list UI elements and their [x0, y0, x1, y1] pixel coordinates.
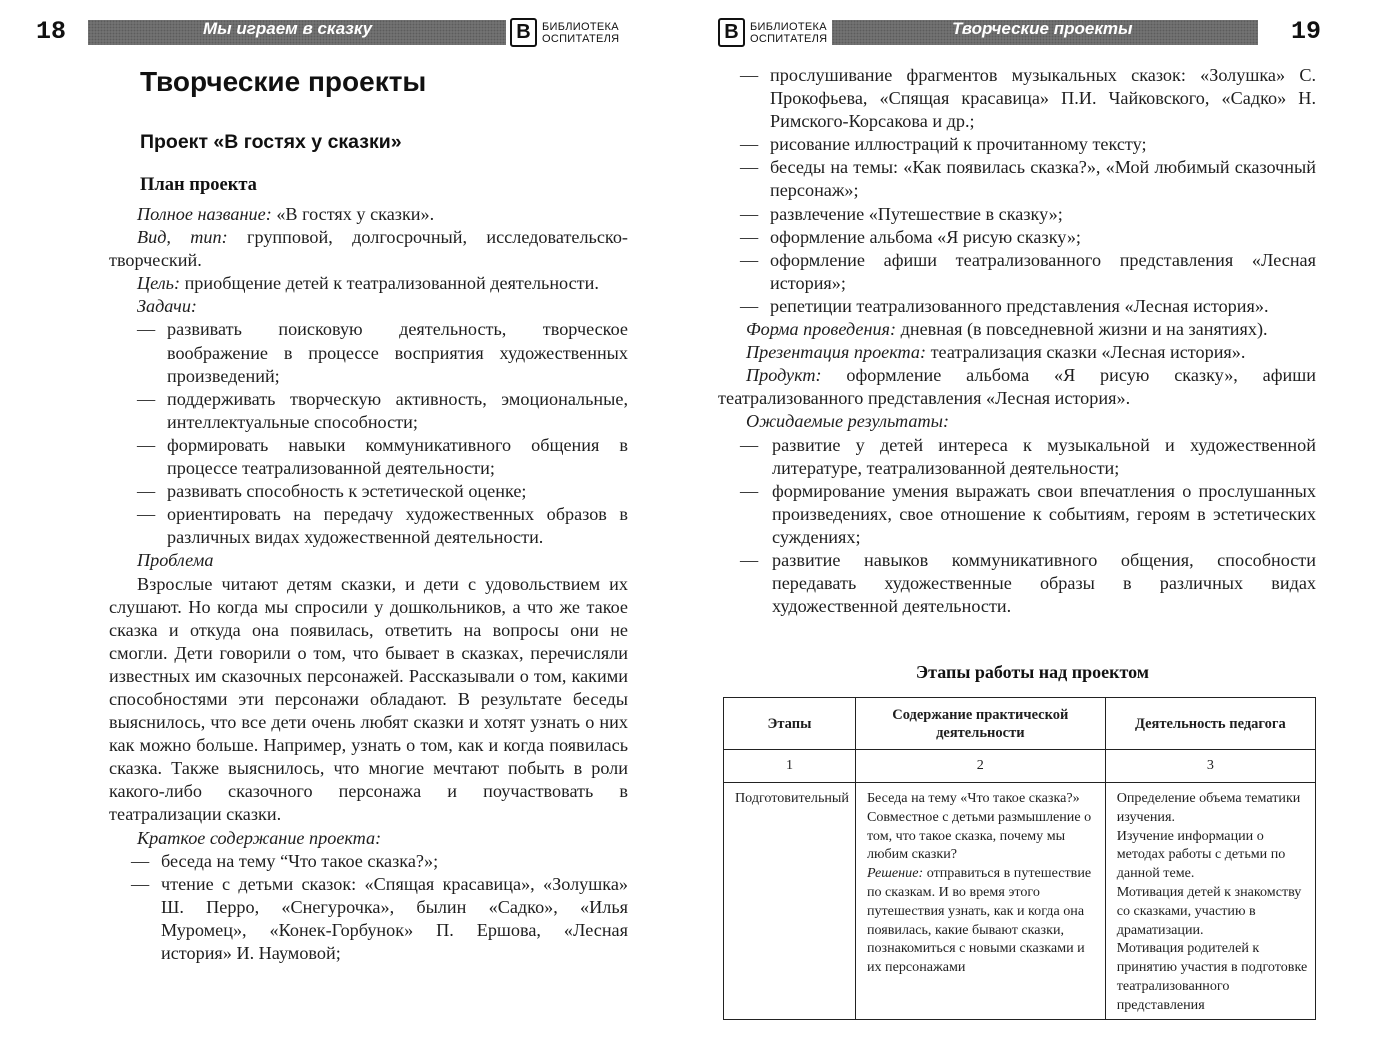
dash-glyph: — [137, 319, 156, 340]
list-item [740, 226, 1316, 249]
paragraph [109, 203, 628, 226]
list-item [740, 249, 1316, 295]
list-item-text: рисование иллюстраций к прочитанному тексту; [770, 134, 1147, 155]
left-page [0, 0, 688, 1045]
dash-glyph: — [740, 157, 759, 178]
list-item-text: развивать способность к эстетической оценке; [167, 481, 527, 502]
dash-glyph: — [137, 504, 156, 525]
paragraph [718, 318, 1316, 341]
list-item [740, 156, 1316, 202]
plan-heading: План проекта [140, 175, 257, 195]
list-item-text: репетиции театрализованного представления «Лесная история». [770, 295, 1269, 316]
dash-glyph: — [740, 134, 759, 155]
cell-paragraph: Мотивация детей к знакомству со сказками, участию в драматизации. [1116, 883, 1302, 938]
list-item [137, 480, 628, 503]
teacher-cell [1105, 783, 1315, 1020]
list-item [740, 434, 1316, 480]
stage-name: Подготовительный [735, 790, 849, 806]
dash-glyph: — [740, 203, 759, 224]
results-list [718, 434, 1316, 619]
list-item [740, 203, 1316, 226]
column-number: 2 [855, 750, 1105, 783]
field-label: Цель: [137, 273, 181, 294]
field-value: оформление альбома «Я рисую сказку», афиши театрализованного представления «Лесная история». [718, 365, 1316, 409]
cell-text: отправиться в путешествие по сказкам. И во время этого путешествия узнать, как и когда она появилась, какие бывают сказки, познакомиться с новыми сказками и их персонажами [866, 865, 1092, 976]
page-number: 19 [1291, 17, 1322, 46]
dash-glyph: — [740, 249, 759, 270]
list-item-text: формирование умения выражать свои впечатления о прослушанных произведениях, свое отношение к событиям, героям в эстетических суждениях; [772, 480, 1316, 547]
logo-line: БИБЛИОТЕКА [542, 20, 619, 33]
list-item-text: беседы на темы: «Как появилась сказка?», «Мой любимый сказочный персонаж»; [770, 157, 1316, 201]
running-title: Мы играем в сказку [203, 19, 373, 38]
list-item [137, 503, 628, 549]
table-number-row [724, 750, 1316, 783]
dash-glyph: — [740, 549, 759, 570]
cell-label: Решение: [866, 865, 924, 882]
table-header-row [724, 698, 1316, 750]
list-item-text: беседа на тему “Что такое сказка?»; [161, 850, 439, 871]
dash-glyph: — [740, 295, 759, 316]
list-item [740, 64, 1316, 133]
dash-glyph: — [137, 434, 156, 455]
paragraph: Задачи: [137, 296, 197, 317]
dash-glyph: — [131, 873, 150, 894]
list-item [137, 434, 628, 480]
summary-list [109, 850, 628, 965]
paragraph [109, 272, 628, 295]
field-label: Форма проведения: [746, 319, 897, 340]
list-item-text: формировать навыки коммуникативного общения в процессе театрализованной деятельности; [167, 434, 628, 479]
field-value: театрализация сказки «Лесная история». [926, 342, 1246, 363]
list-item-text: развитие навыков коммуникативного общения, способности передавать художественные образы в различных видах художественной деятельности. [772, 549, 1316, 617]
list-item-text: чтение с детьми сказок: «Спящая красавица», «Золушка» Ш. Перро, «Снегурочка», былин «Садко», «Илья Муромец», «Конек-Горбунок» П. Ершова, «Лесная история» И. Наумовой; [161, 873, 628, 963]
list-item [740, 549, 1316, 618]
cell-paragraph: Беседа на тему «Что такое сказка?» [866, 790, 1080, 806]
list-item-text: поддерживать творческую активность, эмоциональные, интеллектуальные способности; [167, 388, 628, 432]
dash-glyph: — [740, 480, 759, 501]
list-item-text: оформление афиши театрализованного представления «Лесная история»; [770, 249, 1316, 293]
running-title: Творческие проекты [952, 19, 1133, 38]
list-item [740, 295, 1316, 318]
paragraph [718, 364, 1316, 410]
field-label: Презентация проекта: [746, 342, 927, 363]
publisher-logo [510, 17, 619, 48]
cell-paragraph: Мотивация родителей к принятию участия в подготовке театрализованного представления [1116, 940, 1308, 1013]
field-label: Продукт: [746, 365, 822, 386]
list-item-text: ориентировать на передачу художественных образов в различных видах художественной деятельности. [167, 504, 628, 548]
field-value: приобщение детей к театрализованной деятельности. [180, 273, 599, 294]
paragraph: Краткое содержание проекта: [137, 827, 382, 848]
paragraph [718, 341, 1316, 364]
paragraph [109, 226, 628, 272]
logo-letter: В [510, 18, 537, 47]
column-header: Этапы [724, 698, 856, 750]
field-value: групповой, долгосрочный, исследовательско-творческий. [109, 227, 628, 271]
publisher-logo [718, 17, 827, 48]
dash-glyph: — [137, 481, 156, 502]
logo-letter: В [718, 18, 745, 47]
cell-paragraph: Изучение информации о методах работы с детьми по данной теме. [1116, 827, 1286, 882]
stages-table [723, 697, 1316, 1020]
page-number: 18 [36, 17, 67, 46]
dash-glyph: — [137, 388, 156, 409]
column-number: 3 [1105, 750, 1315, 783]
right-page [688, 0, 1377, 1045]
list-item-text: развлечение «Путешествие в сказку»; [770, 203, 1063, 224]
dash-glyph: — [740, 434, 759, 455]
column-header: Содержание практической деятельности [855, 698, 1105, 750]
list-item [740, 133, 1316, 156]
paragraph: Взрослые читают детям сказки, и дети с удовольствием их слушают. Но когда мы спросили у дошкольников, а что же такое сказка и откуда она появилась, ответить на вопросы они не смогли. Дети говорили о том, что бывает в сказках, перечисляли известных им сказочных персонажей. Рассказывали о том, какими способностями эти персонажи обладают. В результате беседы выяснилось, что все дети очень любят сказки и хотят узнать о них как можно больше. Например, узнать о том, как и когда появилась сказка. Также выяснилось, что многие мечтают побыть в роли какого-либо сказочного персонажа и поучаствовать в театрализации сказки. [109, 573, 628, 825]
left-text-column [109, 203, 628, 965]
list-item-text: развитие у детей интереса к музыкальной и художественной литературе, театрализованной деятельности; [772, 434, 1316, 478]
stage-cell [724, 783, 856, 1020]
list-item-text: развивать поисковую деятельность, творческое воображение в процессе восприятия художественных произведений; [167, 319, 628, 386]
list-item [740, 480, 1316, 549]
list-item [131, 873, 628, 965]
cell-paragraph [867, 864, 1099, 977]
list-item [137, 318, 628, 387]
list-item-text: прослушивание фрагментов музыкальных сказок: «Золушка» С. Прокофьева, «Спящая красавица» П.И. Чайковского, «Садко» Н. Римского-Корсакова и др.; [770, 65, 1316, 132]
dash-glyph: — [131, 850, 150, 871]
list-item [137, 388, 628, 434]
logo-line: ОСПИТАТЕЛЯ [542, 32, 620, 45]
column-number: 1 [724, 750, 856, 783]
field-label: Вид, тип: [137, 227, 228, 248]
logo-line: ОСПИТАТЕЛЯ [750, 32, 828, 45]
field-value: дневная (в повседневной жизни и на занятиях). [896, 319, 1268, 340]
list-item-text: оформление альбома «Я рисую сказку»; [770, 226, 1081, 247]
project-title: Проект «В гостях у сказки» [140, 131, 402, 153]
tasks-list [109, 318, 628, 549]
content-cell [855, 783, 1105, 1020]
field-label: Полное название: [137, 204, 272, 224]
summary-list-continued [718, 64, 1316, 318]
dash-glyph: — [740, 226, 759, 247]
table-title: Этапы работы над проектом [915, 662, 1150, 682]
logo-text [750, 21, 827, 45]
paragraph: Проблема [137, 550, 214, 571]
list-item [131, 850, 628, 873]
dash-glyph: — [740, 65, 759, 85]
column-header: Деятельность педагога [1105, 698, 1315, 750]
cell-paragraph: Определение объема тематики изучения. [1116, 790, 1301, 825]
logo-text [542, 21, 619, 45]
paragraph: Ожидаемые результаты: [746, 411, 950, 432]
field-value: «В гостях у сказки». [271, 204, 435, 224]
logo-line: БИБЛИОТЕКА [750, 20, 827, 33]
right-text-column [718, 64, 1316, 618]
table-row [724, 783, 1316, 1020]
cell-paragraph: Совместное с детьми размышление о том, что такое сказка, почему мы любим сказки? [866, 808, 1092, 863]
chapter-heading: Творческие проекты [140, 66, 427, 97]
